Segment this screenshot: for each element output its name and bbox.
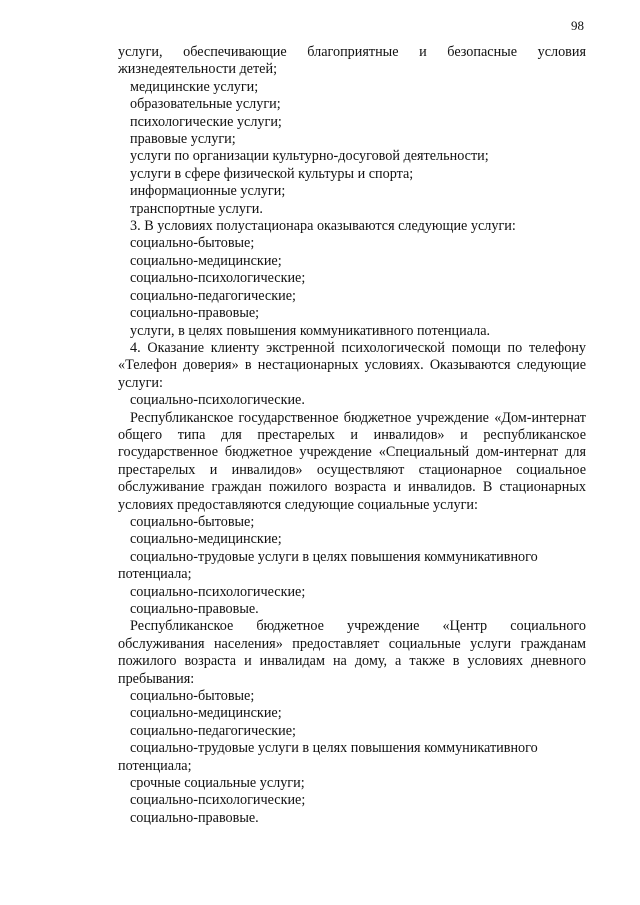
list-item: услуги, в целях повышения коммуникативного потенциала. xyxy=(130,322,491,339)
list-item: социально-педагогические; xyxy=(130,722,296,739)
paragraph: услуги, обеспечивающие благоприятные и безопасные условия жизнедеятельности детей; xyxy=(118,44,586,78)
list-item: психологические услуги; xyxy=(130,113,282,130)
list-item: социально-правовые. xyxy=(130,601,259,617)
list-item: срочные социальные услуги; xyxy=(130,775,305,792)
list-item: социально-медицинские; xyxy=(130,531,282,548)
list-item: социально-бытовые; xyxy=(130,513,255,530)
list-item: социально-педагогические; xyxy=(130,287,296,304)
list-item: образовательные услуги; xyxy=(130,96,281,113)
list-item: информационные услуги; xyxy=(130,183,286,200)
list-item: социально-правовые. xyxy=(130,809,259,826)
list-item: социально-трудовые услуги в целях повышения коммуникативного потенциала; xyxy=(118,548,538,583)
list-item: социально-медицинские; xyxy=(130,705,282,722)
paragraph: 4. Оказание клиенту экстренной психологической помощи по телефону «Телефон доверия» в нестационарных условиях. Оказываются следующие услуги: xyxy=(118,339,586,391)
list-item: социально-психологические. xyxy=(130,392,305,409)
list-item: правовые услуги; xyxy=(130,131,236,148)
list-item: социально-психологические; xyxy=(130,583,306,600)
page-number: 98 xyxy=(571,18,584,33)
list-item: услуги по организации культурно-досуговой деятельности; xyxy=(130,148,489,165)
list-item: социально-медицинские; xyxy=(130,252,282,269)
list-item: социально-бытовые; xyxy=(130,688,255,705)
list-item: социально-психологические; xyxy=(130,270,306,287)
list-item: социально-правовые; xyxy=(130,305,260,322)
paragraph: Республиканское бюджетное учреждение «Центр социального обслуживания населения» предоставляет социальные услуги гражданам пожилого возраста и инвалидам на дому, а также в условиях дневного пребывания: xyxy=(118,618,586,687)
list-item: социально-бытовые; xyxy=(130,235,255,252)
list-item: социально-психологические; xyxy=(130,792,306,809)
section-heading: 3. В условиях полустационара оказываются следующие услуги: xyxy=(130,218,516,235)
list-item: социально-трудовые услуги в целях повышения коммуникативного потенциала; xyxy=(118,740,538,774)
list-item: транспортные услуги. xyxy=(130,200,263,217)
list-item: услуги в сфере физической культуры и спорта; xyxy=(130,165,414,182)
document-body xyxy=(118,44,586,827)
list-item: медицинские услуги; xyxy=(130,78,259,95)
paragraph: Республиканское государственное бюджетное учреждение «Дом-интернат общего типа для престарелых и инвалидов» и республиканское государственное бюджетное учреждение «Специальный дом-интернат для престарелых и инвалидов» осуществляют стационарное социальное обслуживание граждан пожилого возраста и инвалидов. В стационарных условиях предоставляются следующие социальные услуги: xyxy=(118,409,586,513)
